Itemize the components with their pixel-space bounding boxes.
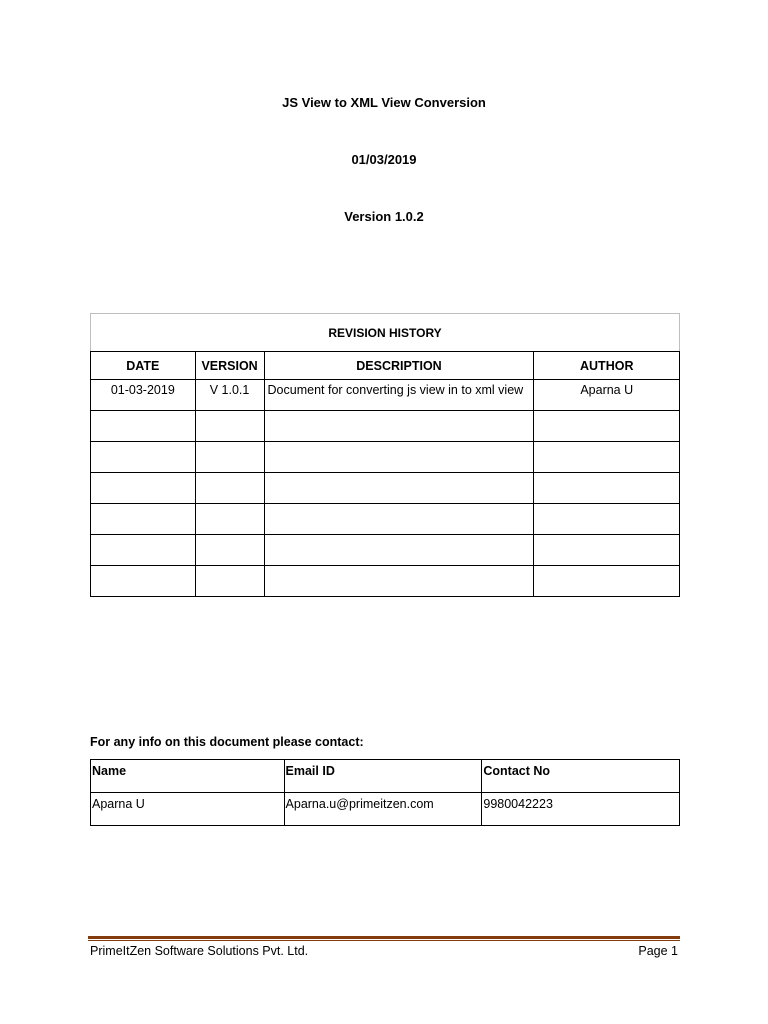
table-row [91,411,680,442]
column-header-contact-no: Contact No [482,760,680,793]
footer-company: PrimeItZen Software Solutions Pvt. Ltd. [90,944,309,958]
revision-version-cell [195,535,264,566]
column-header-date: DATE [91,352,196,380]
column-header-name: Name [91,760,285,793]
contact-name-cell: Aparna U [91,793,285,826]
table-row [91,535,680,566]
revision-header-row [91,352,680,380]
revision-description-cell [264,442,534,473]
document-version: Version 1.0.2 [344,209,424,224]
revision-version-cell [195,504,264,535]
table-row [91,473,680,504]
revision-version-cell [195,473,264,504]
revision-author-cell [534,442,680,473]
revision-author-cell [534,566,680,597]
revision-version-cell [195,442,264,473]
revision-date-cell [91,535,196,566]
footer-divider-thin [88,940,680,941]
footer-divider [88,936,680,939]
contact-phone-cell: 9980042223 [482,793,680,826]
revision-author-cell [534,535,680,566]
revision-date-cell [91,411,196,442]
revision-author-cell [534,473,680,504]
column-header-author: AUTHOR [534,352,680,380]
revision-history-caption: REVISION HISTORY [91,314,680,352]
contact-table [90,759,680,826]
revision-description-cell [264,535,534,566]
document-date: 01/03/2019 [351,152,417,167]
table-row [91,442,680,473]
revision-version-cell [195,411,264,442]
revision-author-cell [534,504,680,535]
footer-page-number: Page 1 [638,944,678,958]
table-row [91,793,680,826]
contact-header-row [91,760,680,793]
revision-history-table [90,313,680,597]
contact-label: For any info on this document please contact: [90,735,364,749]
revision-version-cell: V 1.0.1 [195,380,264,411]
revision-version-cell [195,566,264,597]
document-title: JS View to XML View Conversion [282,95,486,110]
revision-description-cell: Document for converting js view in to xml view [264,380,534,411]
revision-description-cell [264,566,534,597]
revision-history-caption-row [91,314,680,352]
revision-description-cell [264,473,534,504]
revision-date-cell [91,442,196,473]
revision-description-cell [264,504,534,535]
revision-date-cell [91,473,196,504]
revision-description-cell [264,411,534,442]
table-row [91,380,680,411]
table-row [91,504,680,535]
column-header-email: Email ID [284,760,482,793]
revision-author-cell: Aparna U [534,380,680,411]
column-header-description: DESCRIPTION [264,352,534,380]
revision-date-cell [91,566,196,597]
contact-email-cell: Aparna.u@primeitzen.com [284,793,482,826]
revision-date-cell: 01-03-2019 [91,380,196,411]
table-row [91,566,680,597]
column-header-version: VERSION [195,352,264,380]
revision-date-cell [91,504,196,535]
revision-author-cell [534,411,680,442]
